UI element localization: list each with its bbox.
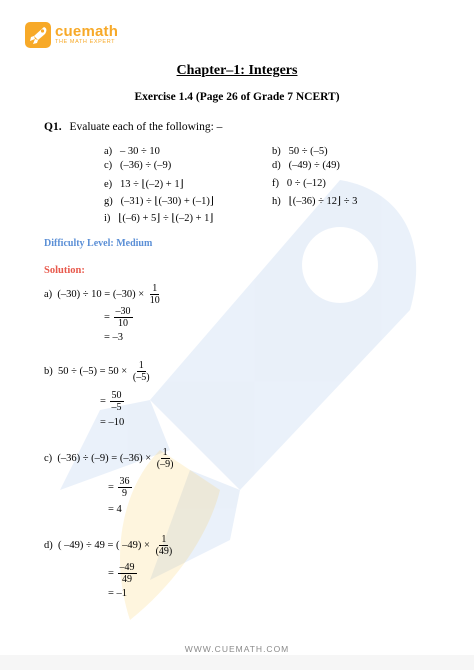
solution-a-line1: a) (–30) ÷ 10 = (–30) × $\frac{1}{10}$	[44, 283, 160, 306]
solution-d-result: = –1	[108, 588, 128, 599]
solution-d-line2: = $\frac{-49}{49}$	[108, 562, 135, 585]
solution-b-line2: = $\frac{50}{-5}$	[100, 390, 122, 413]
chapter-title: Chapter–1: Integers	[176, 63, 298, 78]
solution-c-result: = 4	[108, 504, 122, 515]
fraction: $\frac{1}{(-9)}$	[156, 447, 174, 470]
solution-c-line2: = $\frac{36}{9}$	[108, 476, 130, 499]
question-text: Evaluate each of the following: –	[69, 121, 223, 133]
part-f: f) 0 ÷ (–12)	[272, 178, 326, 189]
question-heading	[44, 121, 222, 133]
fraction: $\frac{36}{9}$	[119, 476, 130, 499]
part-expression: 13 ÷ ⌊(–2) + 1⌋	[120, 179, 184, 190]
part-g: g) (–31) ÷ ⌊(–30) + (–1)⌋	[104, 196, 214, 207]
part-expression: – 30 ÷ 10	[120, 146, 160, 157]
part-expression: (–49) ÷ (49)	[288, 160, 340, 171]
question-number: Q1.	[44, 121, 62, 133]
difficulty-level: Difficulty Level: Medium	[44, 238, 153, 249]
solution-b-line1: b) 50 ÷ (–5) = 50 × $\frac{1}{(-5)}$	[44, 360, 150, 383]
solution-a-result: = –3	[104, 332, 124, 343]
part-b: b) 50 ÷ (–5)	[272, 146, 328, 157]
brand-tagline: THE MATH EXPERT	[55, 39, 116, 46]
solution-a-line2: = $\frac{-30}{10}$	[104, 306, 131, 329]
part-expression: (–36) ÷ (–9)	[120, 160, 172, 171]
footer-bar	[0, 655, 474, 670]
rocket-logo-icon	[25, 22, 51, 48]
part-expression: ⌊(–6) + 5⌋ ÷ ⌊(–2) + 1⌋	[118, 213, 214, 224]
fraction: $\frac{1}{10}$	[149, 283, 160, 306]
solution-c-line1: c) (–36) ÷ (–9) = (–36) × $\frac{1}{(-9)}$	[44, 447, 174, 470]
brand-name: cuemath	[55, 23, 119, 41]
part-expression: ⌊(–36) ÷ 12⌋ ÷ 3	[288, 196, 358, 207]
footer-url: WWW.CUEMATH.COM	[184, 644, 290, 654]
fraction: $\frac{1}{(-5)}$	[132, 360, 150, 383]
solution-b-result: = –10	[100, 417, 125, 428]
fraction: $\frac{1}{(49)}$	[155, 534, 173, 557]
part-c: c) (–36) ÷ (–9)	[104, 160, 172, 171]
fraction: $\frac{-30}{10}$	[115, 306, 131, 329]
cuemath-logo	[25, 22, 118, 48]
solution-d-line1: d) ( –49) ÷ 49 = ( –49) × $\frac{1}{(49)}$	[44, 534, 173, 557]
part-d: d) (–49) ÷ (49)	[272, 160, 340, 171]
fraction: $\frac{50}{-5}$	[111, 390, 122, 413]
part-i: i) ⌊(–6) + 5⌋ ÷ ⌊(–2) + 1⌋	[104, 213, 214, 224]
part-h: h) ⌊(–36) ÷ 12⌋ ÷ 3	[272, 196, 358, 207]
solution-heading: Solution:	[44, 265, 85, 276]
part-a: a) – 30 ÷ 10	[104, 146, 160, 157]
part-expression: 0 ÷ (–12)	[286, 178, 326, 189]
part-expression: (–31) ÷ ⌊(–30) + (–1)⌋	[120, 196, 214, 207]
fraction: $\frac{-49}{49}$	[119, 562, 135, 585]
exercise-subtitle: Exercise 1.4 (Page 26 of Grade 7 NCERT)	[134, 91, 340, 103]
part-expression: 50 ÷ (–5)	[288, 146, 328, 157]
part-e: e) 13 ÷ ⌊(–2) + 1⌋	[104, 179, 184, 190]
